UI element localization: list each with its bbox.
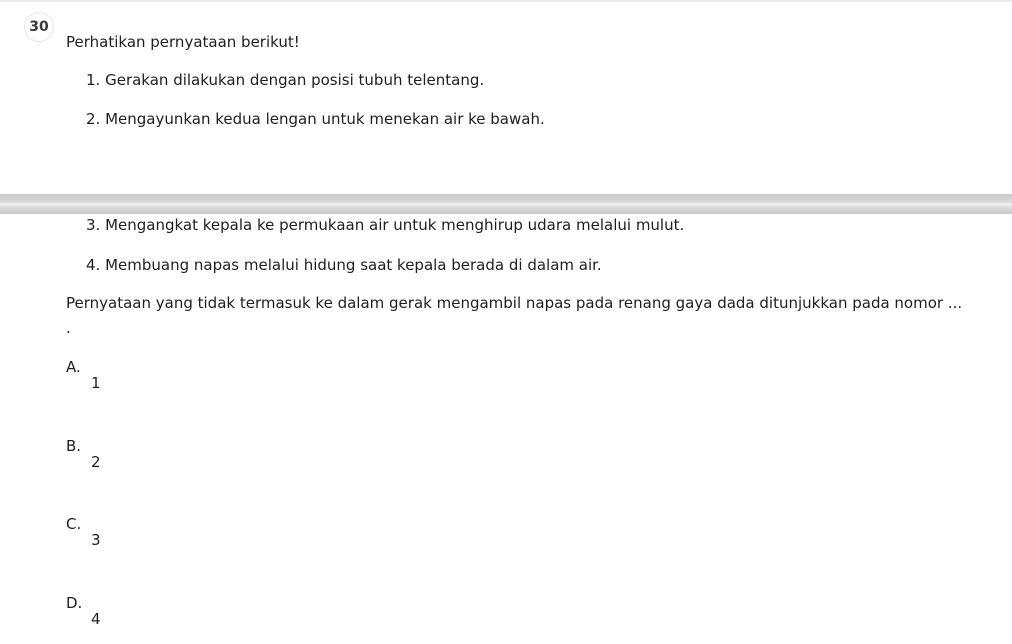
statement-text: Mengayunkan kedua lengan untuk menekan air ke bawah. (105, 110, 545, 128)
option-value: 1 (91, 374, 101, 392)
statement-item (86, 216, 684, 234)
option-letter: B. (66, 437, 82, 455)
statement-number: 2. (86, 110, 101, 128)
option-value: 4 (91, 610, 101, 628)
question-prompt: Pernyataan yang tidak termasuk ke dalam gerak mengambil napas pada renang gaya dada ditunjukkan pada nomor ... . (66, 294, 963, 337)
statement-number: 1. (86, 71, 101, 89)
page-break-divider (0, 194, 1012, 214)
question-number-badge: 30 (24, 12, 54, 42)
top-divider (0, 0, 1012, 2)
statement-item (86, 71, 484, 89)
statement-number: 3. (86, 216, 101, 234)
statement-item (86, 256, 602, 274)
option-letter: D. (66, 594, 83, 612)
statement-item (86, 110, 545, 128)
statement-text: Membuang napas melalui hidung saat kepala berada di dalam air. (105, 256, 602, 274)
option-letter: C. (66, 515, 82, 533)
option-letter: A. (66, 358, 81, 376)
option-value: 2 (91, 453, 101, 471)
statement-number: 4. (86, 256, 101, 274)
statement-text: Gerakan dilakukan dengan posisi tubuh telentang. (105, 71, 485, 89)
option-value: 3 (91, 531, 101, 549)
statement-text: Mengangkat kepala ke permukaan air untuk menghirup udara melalui mulut. (105, 216, 685, 234)
question-intro: Perhatikan pernyataan berikut! (66, 33, 300, 51)
